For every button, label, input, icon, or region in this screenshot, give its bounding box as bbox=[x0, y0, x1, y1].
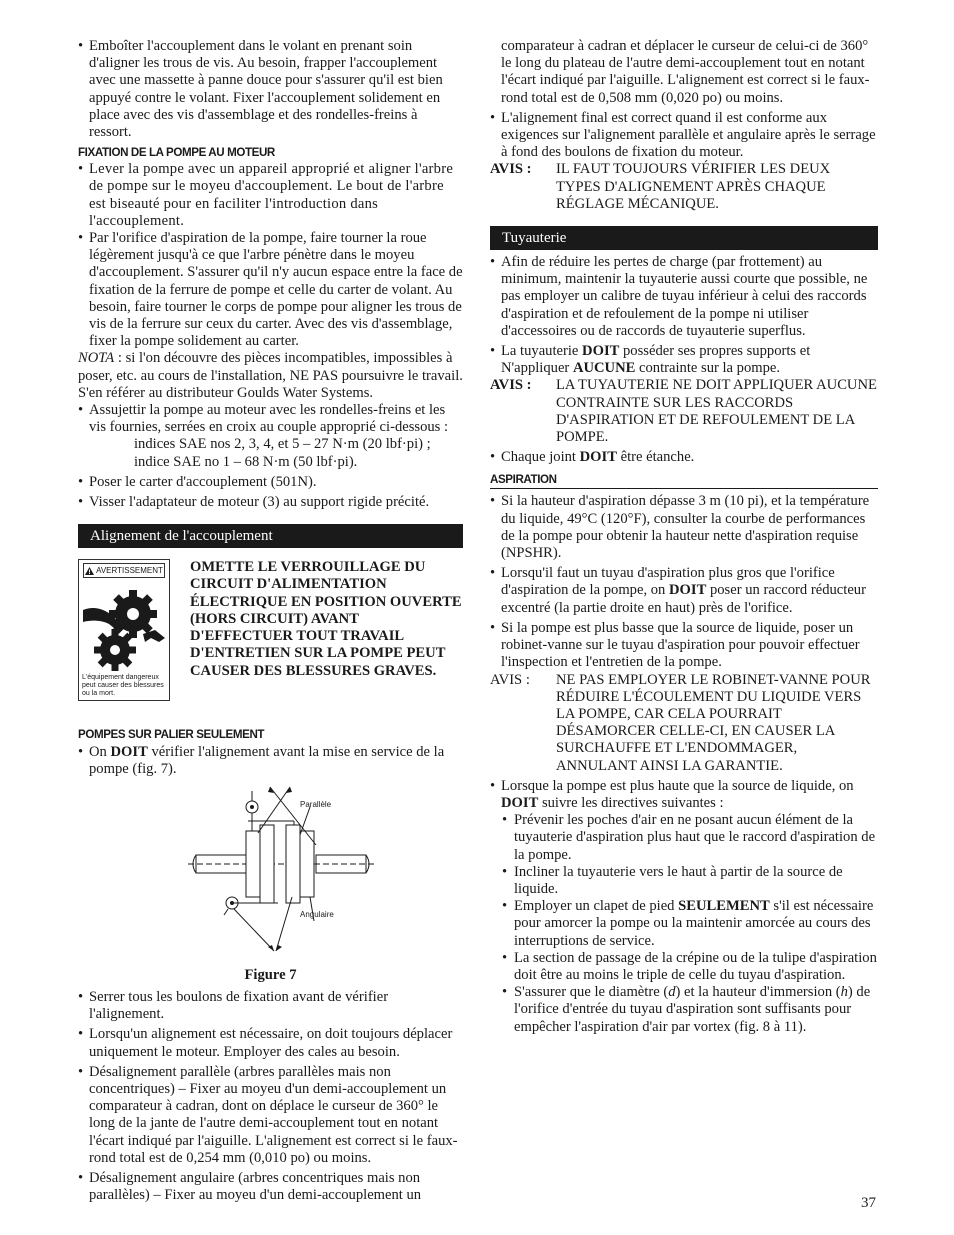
notice-block bbox=[490, 672, 878, 775]
sub-list-item: • Employer un clapet de pied SEULEMENT s'il est nécessaire pour amorcer la pompe ou la maintenir amorcée au cours des interruptions de service. bbox=[490, 898, 878, 950]
notice-label: AVIS : bbox=[490, 671, 530, 688]
list-item: • Lorsqu'un alignement est nécessaire, on doit toujours déplacer uniquement le moteur. Employer des cales au besoin. bbox=[78, 1026, 463, 1060]
continued-paragraph: comparateur à cadran et déplacer le curseur de celui-ci de 360° le long du plateau de l'autre demi-accouplement tout en notant l'écart indiqué par l'aiguille. L'alignement est correct si le faux-rond total est de 0,508 mm (0,020 po) ou moins. bbox=[501, 38, 870, 106]
list-item: • Afin de réduire les pertes de charge (par frottement) au minimum, maintenir la tuyauterie aussi courte que possible, ne pas employer un calibre de tuyau inférieur à celui des raccords d'aspiration et de refoulement de la pompe ni utiliser d'accessoires ou de raccords de tuyauterie superflus. bbox=[490, 254, 878, 340]
warning-header bbox=[83, 563, 165, 578]
list-item: • Poser le carter d'accouplement (501N). bbox=[78, 474, 463, 491]
figure-7-diagram bbox=[78, 785, 463, 965]
list-item: • Assujettir la pompe au moteur avec les rondelles-freins et les vis fournies, serrées en croix au couple approprié ci-dessous : bbox=[78, 402, 463, 436]
coupling-alignment-diagram bbox=[78, 785, 463, 965]
sub-list-item: • La section de passage de la crépine ou de la tulipe d'aspiration doit être au moins le triple de celle du tuyau d'aspiration. bbox=[490, 950, 878, 984]
warning-text: OMETTE LE VERROUILLAGE DU CIRCUIT D'ALIMENTATION ÉLECTRIQUE EN POSITION OUVERTE (HORS CIRCUIT) AVANT D'EFFECTUER TOUT TRAVAIL D'ENTRETIEN SUR LA POMPE PEUT CAUSER DES BLESSURES GRAVES. bbox=[190, 559, 462, 679]
warning-small-text: L'équipement dangereux peut causer des blessures ou la mort. bbox=[82, 674, 164, 698]
notice-text: LA TUYAUTERIE NE DOIT APPLIQUER AUCUNE CONTRAINTE SUR LES RACCORDS D'ASPIRATION ET DE REFOULEMENT DE LA POMPE. bbox=[556, 377, 877, 446]
note-label: NOTA bbox=[78, 350, 115, 367]
notice-text: IL FAUT TOUJOURS VÉRIFIER LES DEUX TYPES D'ALIGNEMENT APRÈS CHAQUE RÉGLAGE MÉCANIQUE. bbox=[556, 161, 831, 212]
sub-list-item: • Prévenir les poches d'air en ne posant aucun élément de la tuyauterie d'aspiration plus haut que le raccord d'aspiration de la pompe. bbox=[490, 812, 878, 864]
torque-line: indices SAE nos 2, 3, 4, et 5 – 27 N·m (20 lbf·pi) ; bbox=[134, 436, 431, 453]
figure-label-angulaire: Angulaire bbox=[300, 909, 334, 919]
notice-block bbox=[490, 161, 878, 213]
section-bar-alignement: Alignement de l'accouplement bbox=[78, 524, 463, 548]
list-item: • Lever la pompe avec un appareil approprié et aligner l'arbre de pompe sur le moyeu d'accouplement. Le bout de l'arbre est biseauté pour en faciliter l'introduction dans l'accouplement. bbox=[78, 161, 463, 230]
list-item: • Si la pompe est plus basse que la source de liquide, poser un robinet-vanne sur le tuyau d'aspiration pour pouvoir effectuer l'inspection et l'entretien de la pompe. bbox=[490, 620, 878, 672]
list-item: • Chaque joint DOIT être étanche. bbox=[490, 449, 878, 466]
warning-triangle-icon bbox=[85, 567, 94, 575]
list-item: • La tuyauterie DOIT posséder ses propres supports et N'appliquer AUCUNE contrainte sur la pompe. bbox=[490, 343, 878, 377]
list-item: • Lorsqu'il faut un tuyau d'aspiration plus gros que l'orifice d'aspiration de la pompe, on DOIT poser un raccord réducteur excentré (la partie droite en haut) près de l'orifice. bbox=[490, 565, 878, 617]
list-item: • Serrer tous les boulons de fixation avant de vérifier l'alignement. bbox=[78, 989, 463, 1023]
right-column bbox=[490, 38, 878, 1036]
list-item: • L'alignement final est correct quand il est conforme aux exigences sur l'alignement parallèle et angulaire après le serrage à fond des boulons de fixation du moteur. bbox=[490, 110, 878, 162]
list-item: • On DOIT vérifier l'alignement avant la mise en service de la pompe (fig. 7). bbox=[78, 744, 463, 778]
list-item: • Désalignement angulaire (arbres concentriques mais non parallèles) – Fixer au moyeu d'un demi-accouplement un bbox=[78, 1170, 463, 1204]
warning-label-box bbox=[78, 559, 170, 701]
figure-label-parallele: Parallèle bbox=[300, 799, 332, 809]
figure-caption: Figure 7 bbox=[244, 966, 297, 983]
section-subheading: ASPIRATION bbox=[490, 472, 878, 489]
list-item: • Emboîter l'accouplement dans le volant en prenant soin d'aligner les trous de vis. Au besoin, frapper l'accouplement avec une massette à panne douce pour s'assurer qu'il est bien appuyé contre le volant. Fixer l'accouplement solidement en place avec des vis d'assemblage et des rondelles-freins à ressort. bbox=[78, 38, 463, 141]
section-bar-tuyauterie: Tuyauterie bbox=[490, 226, 878, 250]
notice-label: AVIS : bbox=[490, 377, 532, 394]
list-item: • Désalignement parallèle (arbres parallèles mais non concentriques) – Fixer au moyeu d'un demi-accouplement un comparateur à cadran, dont on déplace le curseur de 360° le long de la jante de l'autre demi-accouplement tout en notant l'écart indiqué par l'aiguille. L'alignement est correct si le faux-rond total est de 0,254 mm (0,010 po) ou moins. bbox=[78, 1064, 463, 1167]
warning-header-text: AVERTISSEMENT bbox=[96, 566, 163, 576]
section-subheading: FIXATION DE LA POMPE AU MOTEUR bbox=[78, 146, 275, 160]
page-number: 37 bbox=[861, 1195, 876, 1211]
notice-block bbox=[490, 377, 878, 446]
note-paragraph bbox=[78, 350, 463, 402]
notice-label: AVIS : bbox=[490, 161, 532, 178]
list-item: • Par l'orifice d'aspiration de la pompe, faire tourner la roue légèrement jusqu'à ce que l'arbre pénètre dans le moyeu d'accouplement. S'assurer qu'il n'y aucun espace entre la face de fixation de la ferrure de pompe et celle du carter de volant. Au besoin, faire tourner le corps de pompe pour aligner les trous de vis de la ferrure sur ceux du carter. Avec des vis d'assemblage, fixer la pompe solidement au carter. bbox=[78, 230, 463, 350]
notice-text: NE PAS EMPLOYER LE ROBINET-VANNE POUR RÉDUIRE L'ÉCOULEMENT DU LIQUIDE VERS LA POMPE, CAR CELA POURRAIT DÉSAMORCER CELLE-CI, EN CAUSER LA SURCHAUFFE ET L'ENDOMMAGER, ANNULANT AINSI LA GARANTIE. bbox=[556, 671, 871, 774]
list-item: • Visser l'adaptateur de moteur (3) au support rigide précité. bbox=[78, 494, 463, 511]
sub-list-item: • S'assurer que le diamètre (d) et la hauteur d'immersion (h) de l'orifice d'entrée du tuyau d'aspiration sont suffisants pour empêcher l'aspiration d'air par vortex (fig. 8 à 11). bbox=[490, 984, 878, 1036]
left-column bbox=[78, 38, 463, 1204]
sub-list-item: • Incliner la tuyauterie vers le haut à partir de la source de liquide. bbox=[490, 864, 878, 898]
gear-hand-hazard-icon bbox=[79, 580, 169, 672]
section-subheading: POMPES SUR PALIER SEULEMENT bbox=[78, 728, 265, 742]
warning-block bbox=[78, 559, 463, 701]
list-item: • Lorsque la pompe est plus haute que la source de liquide, on DOIT suivre les directives suivantes : bbox=[490, 778, 878, 812]
torque-line: indice SAE no 1 – 68 N·m (50 lbf·pi). bbox=[134, 453, 358, 470]
note-text: : si l'on découvre des pièces incompatibles, impossibles à poser, etc. au cours de l'installation, NE PAS poursuivre le travail. S'en référer au distributeur Goulds Water Systems. bbox=[78, 350, 463, 401]
list-item: • Si la hauteur d'aspiration dépasse 3 m (10 pi), et la température du liquide, 49°C (120°F), consulter la courbe de performances de la pompe pour obtenir la hauteur nette d'aspiration requise (NPSHR). bbox=[490, 493, 878, 562]
